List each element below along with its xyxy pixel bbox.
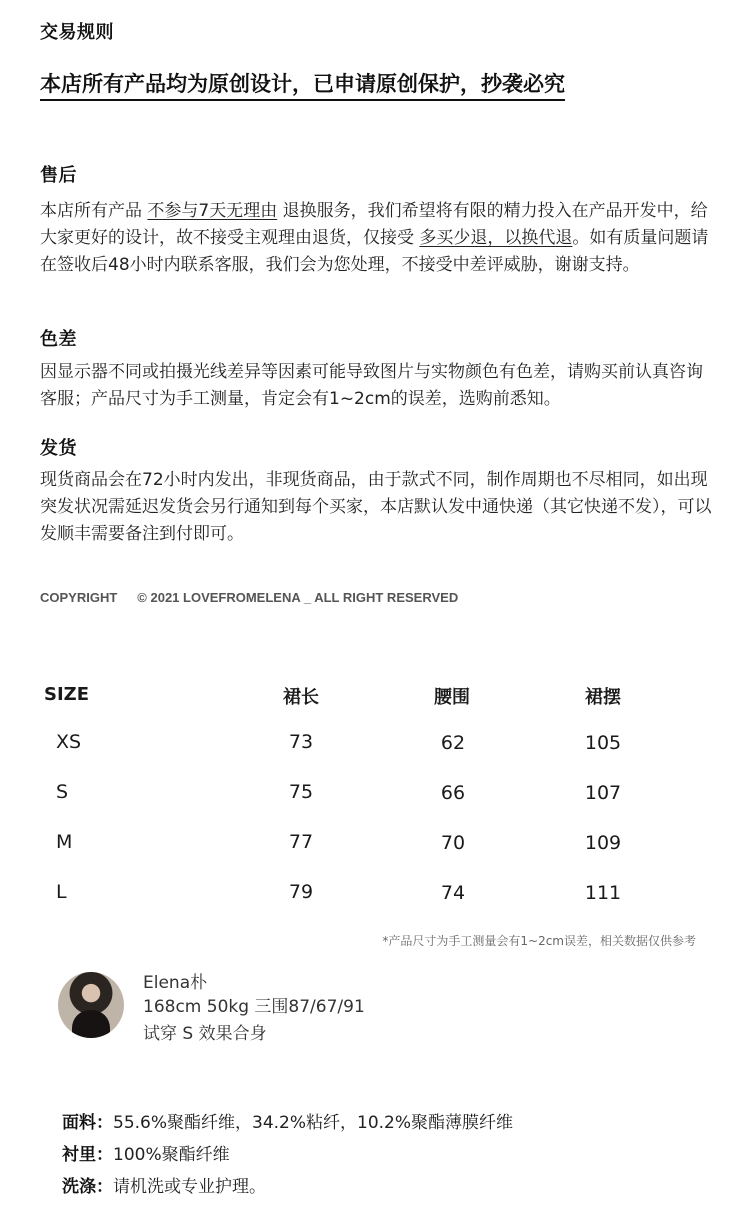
- model-stats: 168cm 50kg 三围87/67/91: [143, 997, 365, 1017]
- table-row-waist: 70: [440, 832, 466, 854]
- copyright-text: © 2021 LOVEFROMELENA _ ALL RIGHT RESERVED: [137, 590, 459, 605]
- model-name: Elena朴: [143, 973, 208, 993]
- table-row-length: 79: [288, 881, 314, 903]
- table-row-hem: 107: [584, 782, 622, 804]
- originality-headline: 本店所有产品均为原创设计，已申请原创保护，抄袭必究: [40, 72, 565, 101]
- shipping-heading: 发货: [40, 438, 77, 459]
- shell-value: 55.6%聚酯纤维，34.2%粘纤，10.2%聚酯薄膜纤维: [113, 1113, 514, 1133]
- rules-heading: 交易规则: [40, 22, 114, 43]
- hem-header: 裙摆: [585, 687, 621, 708]
- color-diff-heading: 色差: [40, 329, 77, 350]
- copyright-label: COPYRIGHT: [40, 590, 118, 605]
- fabric-lining: [62, 1140, 230, 1165]
- after-sales-text-a: 本店所有产品: [40, 201, 148, 221]
- table-row-waist: 66: [440, 782, 466, 804]
- table-row-size: XS: [56, 731, 82, 753]
- waist-header: 腰围: [434, 687, 470, 708]
- model-fit: 试穿 S 效果合身: [143, 1024, 267, 1044]
- shipping-text: 现货商品会在72小时内发出，非现货商品，由于款式不同，制作周期也不尽相同，如出现突发状况需延迟发货会另行通知到每个买家，本店默认发中通快递（其它快递不发），可以发顺丰需要备注到付即可。: [40, 470, 712, 544]
- lining-label: 衬里：: [62, 1145, 113, 1165]
- table-row-waist: 74: [440, 882, 466, 904]
- after-sales-text-e: 。如有质量问题请在签收后48小时内联系客服，我们会为您处理，不接受中差评威胁，谢谢支持。: [40, 228, 709, 275]
- table-row-size: S: [56, 781, 69, 803]
- lining-value: 100%聚酯纤维: [113, 1145, 230, 1165]
- length-header: 裙长: [283, 687, 319, 708]
- exchange-policy-highlight: 多买少退，以换代退: [419, 228, 573, 248]
- care-value: 请机洗或专业护理。: [113, 1177, 266, 1197]
- table-row-waist: 62: [440, 732, 466, 754]
- after-sales-text-c: 退换服务，我们希望将有限的精力投入在产品开发中，给大家更好的设计，故不接受主观理由退货，仅接受: [40, 201, 708, 248]
- color-diff-text: 因显示器不同或拍摄光线差异等因素可能导致图片与实物颜色有色差，请购买前认真咨询客服；产品尺寸为手工测量，肯定会有1~2cm的误差，选购前悉知。: [40, 362, 703, 409]
- after-sales-heading: 售后: [40, 165, 77, 186]
- shell-label: 面料：: [62, 1113, 113, 1133]
- table-row-length: 75: [288, 781, 314, 803]
- measurement-note: *产品尺寸为手工测量会有1~2cm误差，相关数据仅供参考: [382, 934, 696, 948]
- fabric-care: [62, 1172, 266, 1197]
- table-row-hem: 109: [584, 832, 622, 854]
- table-row-size: M: [56, 831, 73, 853]
- care-label: 洗涤：: [62, 1177, 113, 1197]
- no-7day-return-highlight: 不参与7天无理由: [147, 201, 278, 221]
- size-header: SIZE: [44, 684, 90, 705]
- model-avatar: [58, 972, 124, 1038]
- table-row-length: 73: [288, 731, 314, 753]
- table-row-length: 77: [288, 831, 314, 853]
- table-row-hem: 105: [584, 732, 622, 754]
- after-sales-text: [40, 198, 715, 279]
- fabric-shell: [62, 1108, 513, 1133]
- table-row-size: L: [56, 881, 67, 903]
- copyright-line: [40, 590, 458, 605]
- table-row-hem: 111: [584, 882, 622, 904]
